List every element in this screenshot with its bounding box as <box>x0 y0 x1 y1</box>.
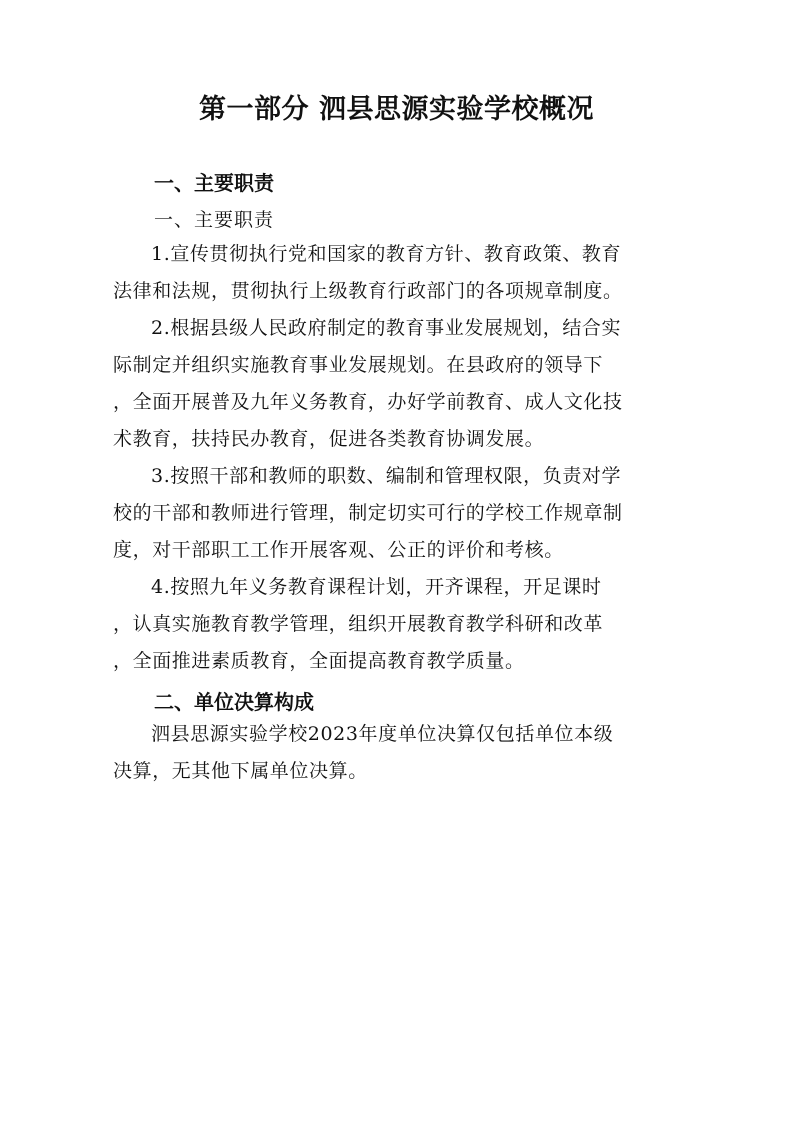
paragraph-line: 4.按照九年义务教育课程计划，开齐课程，开足课时 <box>151 576 602 598</box>
paragraph-line: 2.根据县级人民政府制定的教育事业发展规划，结合实 <box>151 317 622 339</box>
paragraph-line: 度，对干部职工工作开展客观、公正的评价和考核。 <box>113 539 564 561</box>
unit-composition-paragraph <box>113 716 683 790</box>
paragraph-line: 法律和法规，贯彻执行上级教育行政部门的各项规章制度。 <box>113 280 623 302</box>
paragraph-line: 校的干部和教师进行管理，制定切实可行的学校工作规章制 <box>113 502 623 524</box>
page-title: 第一部分 泗县思源实验学校概况 <box>199 94 594 125</box>
paragraph-line: ，全面推进素质教育，全面提高教育教学质量。 <box>113 650 525 672</box>
paragraph-line: 际制定并组织实施教育事业发展规划。在县政府的领导下 <box>113 354 604 376</box>
paragraph-line: 3.按照干部和教师的职数、编制和管理权限，负责对学 <box>151 465 622 487</box>
paragraph-line: ，全面开展普及九年义务教育，办好学前教育、成人文化技 <box>113 391 623 413</box>
duty-item-2 <box>113 310 683 458</box>
paragraph-line: 术教育，扶持民办教育，促进各类教育协调发展。 <box>113 428 545 450</box>
duty-item-4 <box>113 569 683 680</box>
paragraph-line: ，认真实施教育教学管理，组织开展教育教学科研和改革 <box>113 613 604 635</box>
paragraph-line: 泗县思源实验学校2023年度单位决算仅包括单位本级 <box>151 723 614 745</box>
section-heading-main-duties: 一、主要职责 <box>154 171 274 195</box>
paragraph-line: 决算，无其他下属单位决算。 <box>113 760 368 782</box>
subheading-main-duties: 一、主要职责 <box>154 209 275 231</box>
duty-item-1 <box>113 236 683 310</box>
paragraph-line: 1.宣传贯彻执行党和国家的教育方针、教育政策、教育 <box>151 243 622 265</box>
duty-item-3 <box>113 458 683 569</box>
section-heading-unit-composition: 二、单位决算构成 <box>154 690 314 714</box>
